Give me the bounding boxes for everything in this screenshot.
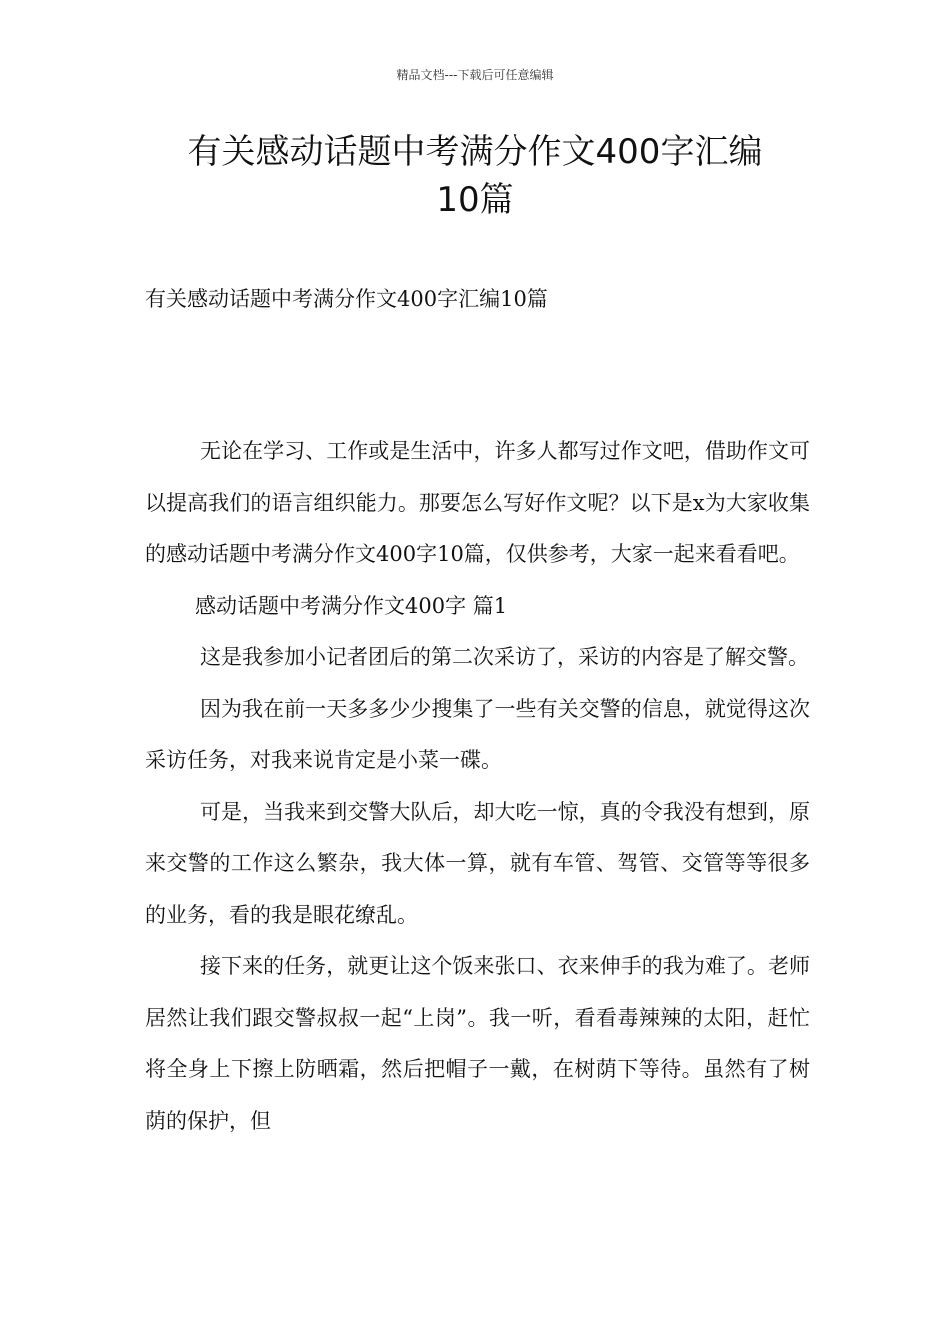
paragraph: 这是我参加小记者团后的第二次采访了，采访的内容是了解交警。 <box>200 645 809 669</box>
document-subtitle: 有关感动话题中考满分作文400字汇编10篇 <box>145 287 548 311</box>
document-title-line-1: 有关感动话题中考满分作文400字汇编 <box>187 132 763 172</box>
paragraph: 可是，当我来到交警大队后，却大吃一惊，真的令我没有想到，原来交警的工作这么繁杂，我大体一算，就有车管、驾管、交管等等很多的业务，看的我是眼花缭乱。 <box>145 799 810 927</box>
essay-heading: 感动话题中考满分作文400字 篇1 <box>195 593 508 618</box>
paragraph: 接下来的任务，就更让这个饭来张口、衣来伸手的我为难了。老师居然让我们跟交警叔叔一起“上岗”。我一听，看看毒辣辣的太阳，赶忙将全身上下擦上防晒霜，然后把帽子一戴，在树荫下等待。虽然有了树荫的保护，但 <box>145 954 810 1133</box>
paragraph: 因为我在前一天多多少少搜集了一些有关交警的信息，就觉得这次采访任务，对我来说肯定是小菜一碟。 <box>145 696 810 772</box>
document-title-line-2: 10篇 <box>436 180 514 220</box>
paragraph-intro: 无论在学习、工作或是生活中，许多人都写过作文吧，借助作文可以提高我们的语言组织能力。那要怎么写好作文呢？以下是x为大家收集的感动话题中考满分作文400字10篇，仅供参考，大家一起来看看吧。 <box>145 439 810 566</box>
document-body <box>145 426 810 1147</box>
page-header-watermark: 精品文档---下载后可任意编辑 <box>396 68 554 82</box>
document-title <box>130 128 820 224</box>
